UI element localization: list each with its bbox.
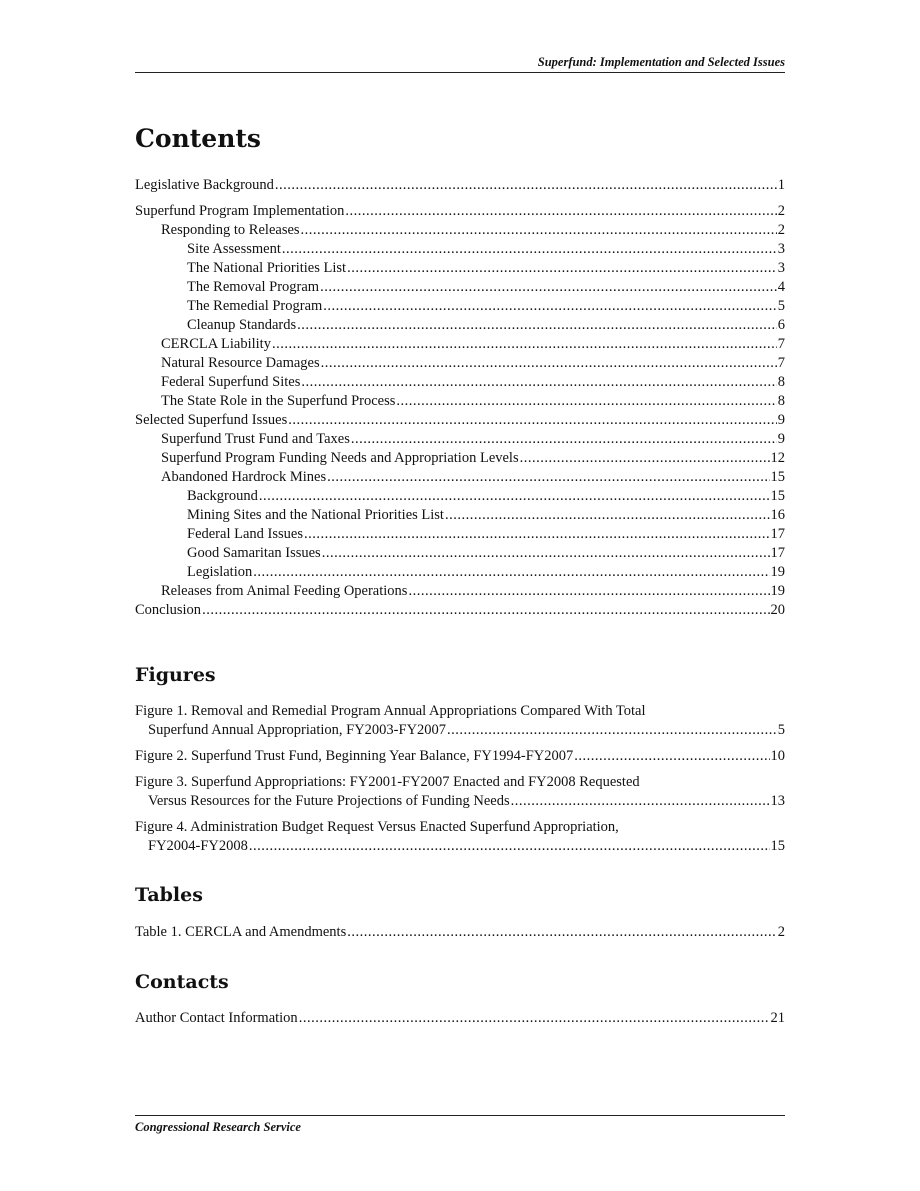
contacts-heading: Contacts	[135, 971, 229, 993]
toc-entry[interactable]	[135, 411, 785, 430]
toc-label: Responding to Releases	[161, 222, 300, 238]
toc-entry[interactable]	[135, 582, 785, 601]
toc-page-number: 8	[777, 393, 785, 409]
dot-leader	[249, 837, 770, 856]
toc-entry[interactable]	[135, 335, 785, 354]
toc-page-number: 2	[777, 203, 785, 219]
figure-caption-continuation	[135, 792, 785, 811]
dot-leader	[320, 278, 777, 297]
dot-leader	[351, 430, 777, 449]
figure-label: Versus Resources for the Future Projections of Funding Needs	[148, 793, 510, 809]
dot-leader	[272, 335, 777, 354]
figure-label: FY2004-FY2008	[148, 838, 248, 854]
toc-label: Cleanup Standards	[187, 317, 297, 333]
figure-label: Superfund Annual Appropriation, FY2003-FY2007	[148, 722, 447, 738]
toc-page-number: 7	[777, 336, 785, 352]
toc-label: Conclusion	[135, 602, 202, 618]
toc-entry[interactable]	[135, 544, 785, 563]
dot-leader	[322, 544, 770, 563]
footer-divider	[135, 1115, 785, 1116]
toc-page-number: 15	[770, 488, 785, 504]
toc-entry[interactable]	[135, 373, 785, 392]
toc-page-number: 17	[770, 526, 785, 542]
header-divider	[135, 72, 785, 73]
dot-leader	[347, 923, 777, 942]
contact-label: Author Contact Information	[135, 1010, 298, 1026]
dot-leader	[327, 468, 769, 487]
dot-leader	[297, 316, 777, 335]
tables-heading: Tables	[135, 884, 203, 906]
dot-leader	[275, 176, 777, 195]
toc-label: Superfund Trust Fund and Taxes	[161, 431, 350, 447]
dot-leader	[345, 202, 776, 221]
toc-label: The State Role in the Superfund Process	[161, 393, 396, 409]
toc-entry[interactable]	[135, 176, 785, 195]
figures-heading: Figures	[135, 664, 216, 686]
figure-caption-continuation	[135, 721, 785, 740]
figure-entry[interactable]	[135, 702, 785, 740]
toc-page-number: 6	[777, 317, 785, 333]
toc-label: Background	[187, 488, 258, 504]
figure-caption-line	[135, 747, 785, 766]
toc-entry[interactable]	[135, 449, 785, 468]
toc-entry[interactable]	[135, 240, 785, 259]
contact-entry[interactable]	[135, 1009, 785, 1028]
toc-entry[interactable]	[135, 430, 785, 449]
table-entry[interactable]	[135, 923, 785, 942]
figure-page-number: 15	[770, 838, 785, 854]
figure-page-number: 5	[777, 722, 785, 738]
figures-list	[135, 702, 785, 863]
dot-leader	[321, 354, 777, 373]
dot-leader	[447, 721, 777, 740]
figure-entry[interactable]	[135, 747, 785, 766]
toc-entry[interactable]	[135, 468, 785, 487]
toc-page-number: 2	[777, 222, 785, 238]
dot-leader	[288, 411, 777, 430]
figure-label: Figure 2. Superfund Trust Fund, Beginning Year Balance, FY1994-FY2007	[135, 748, 574, 764]
toc-page-number: 3	[777, 260, 785, 276]
toc-page-number: 9	[777, 412, 785, 428]
figure-caption-continuation	[135, 837, 785, 856]
toc-entry[interactable]	[135, 506, 785, 525]
table-page-number: 2	[777, 924, 785, 940]
toc-label: The National Priorities List	[187, 260, 347, 276]
toc-entry[interactable]	[135, 563, 785, 582]
toc-label: Selected Superfund Issues	[135, 412, 288, 428]
dot-leader	[304, 525, 770, 544]
toc-entry[interactable]	[135, 297, 785, 316]
toc-label: Federal Superfund Sites	[161, 374, 301, 390]
toc-label: Superfund Program Funding Needs and Appropriation Levels	[161, 450, 519, 466]
dot-leader	[574, 747, 769, 766]
toc-entry[interactable]	[135, 354, 785, 373]
toc-page-number: 5	[777, 298, 785, 314]
toc-label: Good Samaritan Issues	[187, 545, 321, 561]
dot-leader	[282, 240, 777, 259]
dot-leader	[408, 582, 769, 601]
toc-page-number: 16	[770, 507, 785, 523]
dot-leader	[299, 1009, 770, 1028]
dot-leader	[301, 221, 777, 240]
toc-label: Superfund Program Implementation	[135, 203, 345, 219]
toc-label: CERCLA Liability	[161, 336, 271, 352]
figure-caption-line: Figure 1. Removal and Remedial Program Annual Appropriations Compared With Total	[135, 703, 646, 719]
dot-leader	[259, 487, 770, 506]
dot-leader	[520, 449, 770, 468]
dot-leader	[396, 392, 776, 411]
toc-entry[interactable]	[135, 316, 785, 335]
dot-leader	[323, 297, 776, 316]
toc-label: Legislation	[187, 564, 253, 580]
toc-page-number: 19	[770, 564, 785, 580]
contents-list	[135, 176, 785, 620]
toc-entry[interactable]	[135, 525, 785, 544]
toc-label: Abandoned Hardrock Mines	[161, 469, 327, 485]
toc-label: Natural Resource Damages	[161, 355, 320, 371]
dot-leader	[202, 601, 769, 620]
tables-list	[135, 923, 785, 942]
dot-leader	[301, 373, 776, 392]
toc-label: Releases from Animal Feeding Operations	[161, 583, 408, 599]
figure-caption-line: Figure 4. Administration Budget Request Versus Enacted Superfund Appropriation,	[135, 819, 619, 835]
figure-page-number: 10	[770, 748, 785, 764]
toc-entry[interactable]	[135, 392, 785, 411]
toc-entry[interactable]	[135, 221, 785, 240]
dot-leader	[511, 792, 770, 811]
figure-page-number: 13	[770, 793, 785, 809]
toc-label: Legislative Background	[135, 177, 274, 193]
toc-label: The Removal Program	[187, 279, 320, 295]
dot-leader	[253, 563, 769, 582]
toc-page-number: 1	[777, 177, 785, 193]
running-header: Superfund: Implementation and Selected Issues	[537, 55, 785, 69]
dot-leader	[347, 259, 777, 278]
toc-page-number: 4	[777, 279, 785, 295]
figure-entry[interactable]	[135, 773, 785, 811]
toc-entry[interactable]	[135, 259, 785, 278]
running-footer: Congressional Research Service	[135, 1120, 301, 1134]
toc-page-number: 17	[770, 545, 785, 561]
figure-caption-line: Figure 3. Superfund Appropriations: FY2001-FY2007 Enacted and FY2008 Requested	[135, 774, 640, 790]
toc-page-number: 19	[770, 583, 785, 599]
table-label: Table 1. CERCLA and Amendments	[135, 924, 347, 940]
toc-entry[interactable]	[135, 202, 785, 221]
contact-page-number: 21	[770, 1010, 785, 1026]
toc-page-number: 15	[770, 469, 785, 485]
toc-page-number: 7	[777, 355, 785, 371]
dot-leader	[445, 506, 770, 525]
toc-entry[interactable]	[135, 601, 785, 620]
contents-heading: Contents	[135, 124, 262, 153]
toc-page-number: 12	[770, 450, 785, 466]
toc-label: Site Assessment	[187, 241, 281, 257]
toc-entry[interactable]	[135, 278, 785, 297]
toc-entry[interactable]	[135, 487, 785, 506]
toc-page-number: 3	[777, 241, 785, 257]
toc-label: The Remedial Program	[187, 298, 323, 314]
toc-label: Mining Sites and the National Priorities List	[187, 507, 444, 523]
toc-page-number: 9	[777, 431, 785, 447]
figure-entry[interactable]	[135, 818, 785, 856]
toc-page-number: 20	[770, 602, 785, 618]
contacts-list	[135, 1009, 785, 1028]
toc-page-number: 8	[777, 374, 785, 390]
toc-label: Federal Land Issues	[187, 526, 303, 542]
